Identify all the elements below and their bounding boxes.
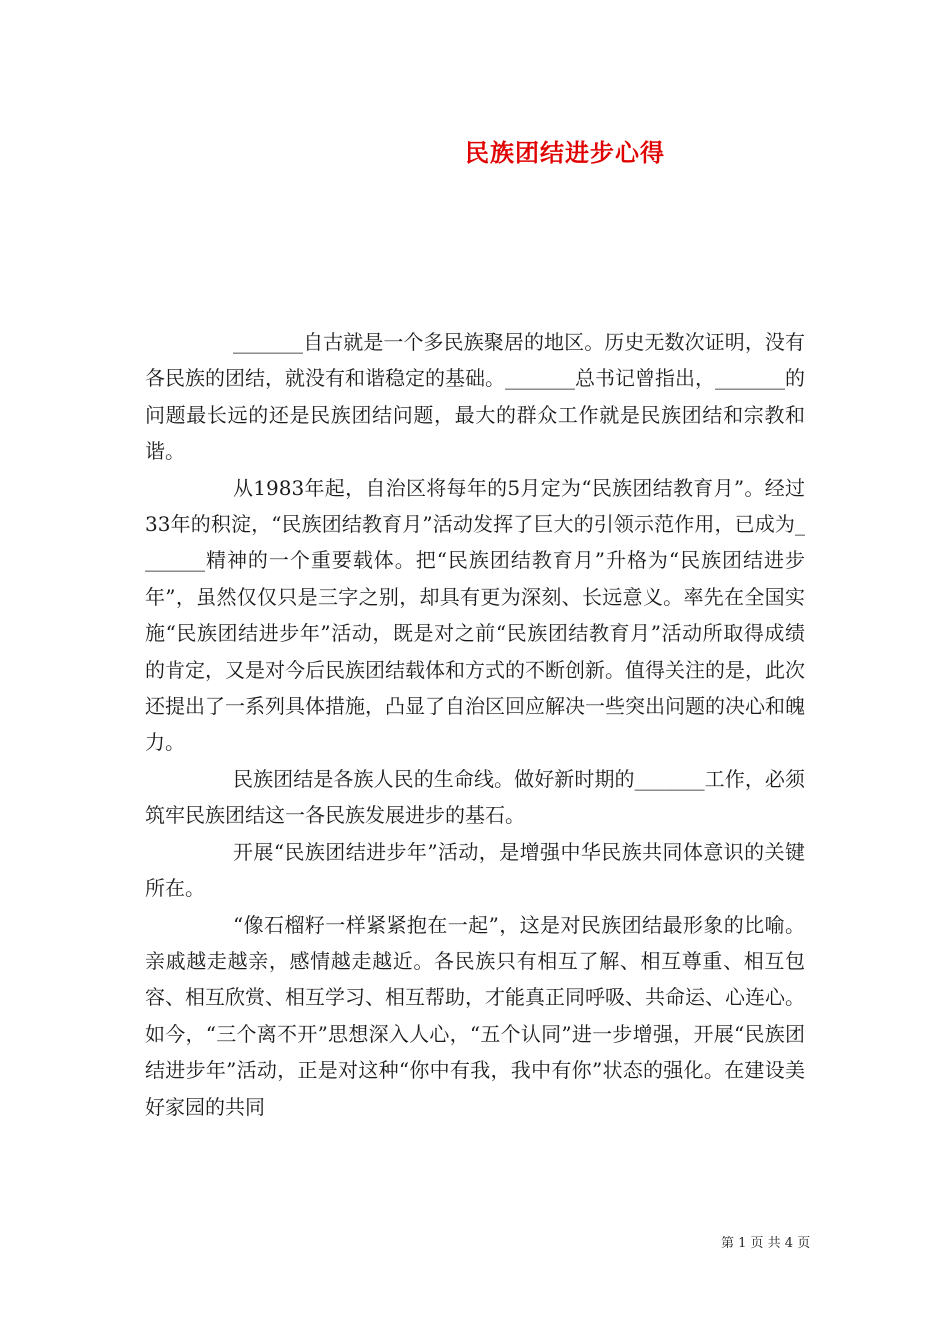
paragraph-1: _______自古就是一个多民族聚居的地区。历史无数次证明，没有各民族的团结，就没有和谐稳定的基础。_______总书记曾指出，_______的问题最长远的还是民族团结问题，最大的群众工作就是民族团结和宗教和谐。 [145, 330, 805, 464]
paragraph-2: 从1983年起，自治区将每年的5月定为“民族团结教育月”。经过33年的积淀，“民族团结教育月”活动发挥了巨大的引领示范作用，已成为_______精神的一个重要载体。把“民族团结教育月”升格为“民族团结进步年”，虽然仅仅只是三字之别，却具有更为深刻、长远意义。率先在全国实施“民族团结进步年”活动，既是对之前“民族团结教育月”活动所取得成绩的肯定，又是对今后民族团结载体和方式的不断创新。值得关注的是，此次还提出了一系列具体措施，凸显了自治区回应解决一些突出问题的决心和魄力。 [145, 475, 805, 755]
paragraph-5: “像石榴籽一样紧紧抱在一起”，这是对民族团结最形象的比喻。亲戚越走越亲，感情越走越近。各民族只有相互了解、相互尊重、相互包容、相互欣赏、相互学习、相互帮助，才能真正同呼吸、共命运、心连心。如今，“三个离不开”思想深入人心，“五个认同”进一步增强，开展“民族团结进步年”活动，正是对这种“你中有我，我中有你”状态的强化。在建设美好家园的共同 [145, 912, 805, 1119]
page-number-footer: 第 1 页 共 4 页 [721, 1236, 811, 1251]
document-title: 民族团结进步心得 [465, 138, 665, 167]
paragraph-4: 开展“民族团结进步年”活动，是增强中华民族共同体意识的关键所在。 [145, 839, 805, 901]
paragraph-3: 民族团结是各族人民的生命线。做好新时期的_______工作，必须筑牢民族团结这一各民族发展进步的基石。 [145, 766, 805, 828]
document-body [145, 324, 805, 1125]
